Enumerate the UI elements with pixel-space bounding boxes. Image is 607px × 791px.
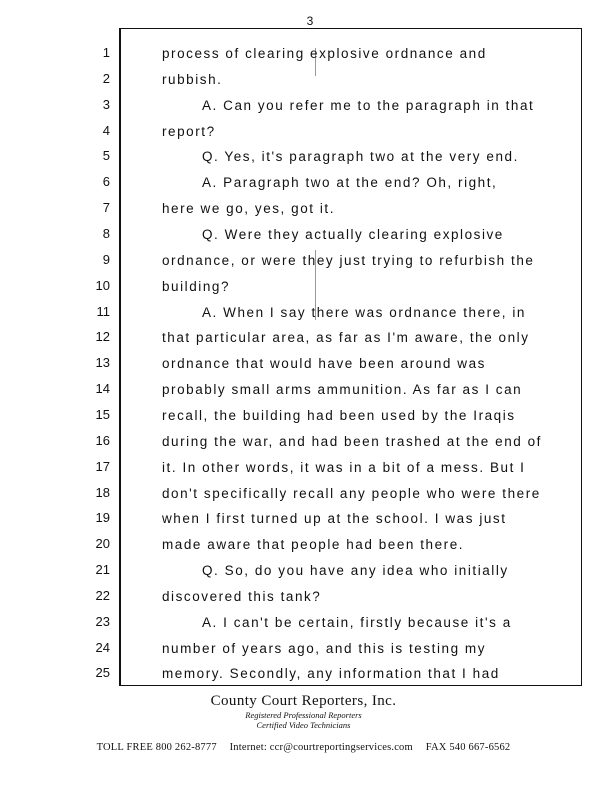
- transcript-line: Q. Were they actually clearing explosive: [202, 227, 504, 242]
- transcript-line: it. In other words, it was in a bit of a mess. But I: [162, 459, 526, 475]
- transcript-line: A. Can you refer me to the paragraph in that: [202, 97, 535, 113]
- transcript-line: recall, the building had been used by the Iraqis: [162, 407, 516, 423]
- line-number: 9: [102, 251, 110, 267]
- transcript-line: discovered this tank?: [162, 588, 322, 604]
- firm-subtitle-registered: Registered Professional Reporters: [245, 710, 362, 720]
- line-number: 10: [95, 277, 110, 293]
- line-number: 19: [95, 510, 110, 526]
- line-number: 24: [95, 639, 110, 655]
- line-number: 13: [95, 355, 110, 371]
- line-number: 7: [102, 200, 110, 216]
- transcript-line: building?: [162, 278, 230, 294]
- firm-name: County Court Reporters, Inc.: [210, 693, 397, 709]
- contact-line: [0, 742, 607, 753]
- line-number: 15: [95, 406, 110, 422]
- transcript-line: Q. Yes, it's paragraph two at the very end.: [202, 149, 519, 165]
- transcript-line: A. I can't be certain, firstly because it's a: [202, 614, 512, 630]
- line-number: 20: [95, 536, 110, 552]
- transcript-line: here we go, yes, got it.: [162, 201, 336, 217]
- transcript-line: ordnance that would have been around was: [162, 356, 486, 372]
- fax-number: FAX 540 667-6562: [425, 742, 511, 753]
- transcript-line: made aware that people had been there.: [162, 537, 465, 553]
- line-number: 3: [102, 96, 110, 112]
- line-number: 17: [95, 458, 110, 474]
- toll-free-number: TOLL FREE 800 262-8777: [96, 742, 217, 753]
- footer: [0, 692, 607, 730]
- line-number: 23: [95, 613, 110, 629]
- transcript-line: during the war, and had been trashed at the end of: [162, 433, 542, 449]
- line-number: 2: [102, 70, 110, 86]
- page-number: 3: [306, 14, 314, 28]
- line-number: 25: [95, 665, 110, 681]
- line-number: 4: [102, 122, 110, 138]
- transcript-line: report?: [162, 123, 216, 139]
- line-number: 18: [95, 484, 110, 500]
- transcript-line: A. When I say there was ordnance there, in: [202, 304, 526, 320]
- line-number: 5: [102, 148, 110, 164]
- firm-subtitle-video: Certified Video Technicians: [256, 720, 351, 730]
- transcript-line: process of clearing explosive ordnance and: [162, 46, 487, 61]
- line-number: 12: [95, 329, 110, 345]
- transcript-line: memory. Secondly, any information that I had: [162, 666, 500, 682]
- line-number: 6: [102, 174, 110, 190]
- transcript-line: Q. So, do you have any idea who initially: [202, 563, 509, 578]
- internet-contact: Internet: ccr@courtreportingservices.com: [229, 742, 413, 753]
- line-number: 21: [95, 562, 110, 577]
- line-number: 1: [102, 45, 110, 60]
- transcript-line: don't specifically recall any people who were there: [162, 485, 541, 501]
- line-number: 14: [95, 381, 110, 397]
- transcript-line: probably small arms ammunition. As far as I can: [162, 382, 523, 398]
- transcript-line: number of years ago, and this is testing my: [162, 640, 487, 656]
- transcript-line: rubbish.: [162, 71, 223, 87]
- line-number: 22: [95, 587, 110, 603]
- line-number: 16: [95, 432, 110, 448]
- transcript-line: A. Paragraph two at the end? Oh, right,: [202, 175, 498, 191]
- line-number: 8: [102, 226, 110, 241]
- transcript-line: when I first turned up at the school. I was just: [162, 511, 507, 527]
- line-number: 11: [96, 303, 110, 319]
- transcript-line: ordnance, or were they just trying to refurbish the: [162, 252, 535, 268]
- transcript-line: that particular area, as far as I'm aware, the only: [162, 330, 530, 346]
